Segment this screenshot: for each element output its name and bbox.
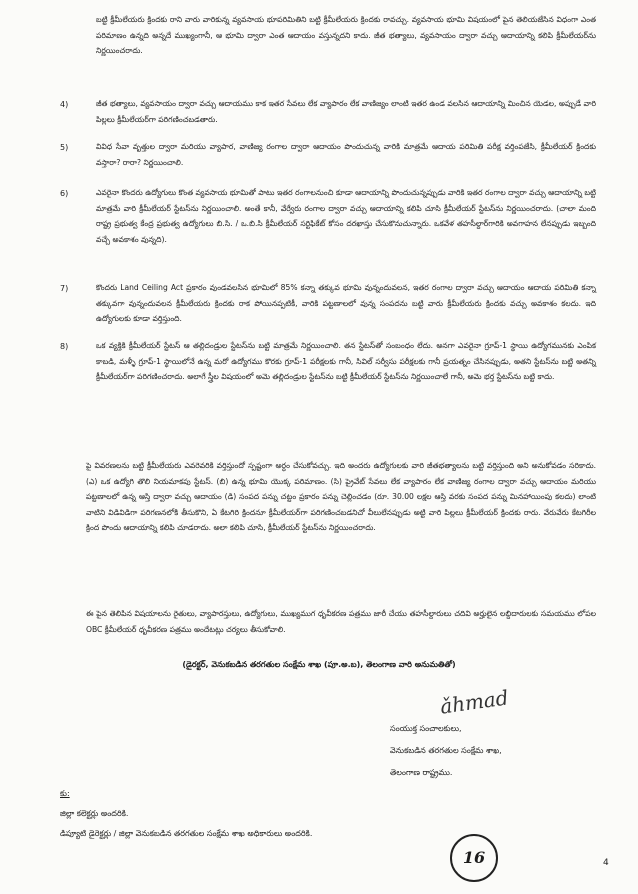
page-circle-stamp: 16 (450, 834, 498, 882)
item-number-4: 4) (60, 100, 69, 109)
signature-mark: ǎhmad (438, 685, 510, 719)
state-line: తెలంగాణ రాష్ట్రము. (390, 768, 453, 777)
authority-line: (డైరక్టర్, వెనుకబడిన తరగతుల సంక్షేమ శాఖ (పూ.అ.బ), తెలంగాణ వారి అనుమతితో) (182, 660, 456, 669)
item-number-6: 6) (60, 189, 69, 198)
copy-to-label: కు: (60, 789, 70, 798)
item-number-5: 5) (60, 143, 69, 152)
item-number-8: 8) (60, 342, 69, 351)
summary-paragraph: పై వివరణలను బట్టి క్రీమీలేయరు ఎవరెవరికి వర్తిస్తుందో స్పష్టంగా అర్ధం చేసుకోవచ్చు. ఇది అందరు ఉద్యోగులకు వారి జీతభత్యాలను బట్టి వర్తిస్తుంది అని అనుకోవడం సరికాదు. (ఎ) ఒక ఉద్యోగి తొలి నియమాకపు స్టేటస్. (బి) ఉన్న భూమి యొక్క పరిమాణం. (సి) ప్రైవేట్ సేవలు లేక వ్యాపారం లేక వాణిజ్య రంగాల ద్వారా వచ్చు ఆదాయం మరియు పట్టణాలలో ఉన్న ఆస్తి ద్వారా వచ్చు ఆదాయం (డి) సంపద పన్ను చట్టం ప్రకారం పన్ను చెల్లించడం (రూ. 30.00 లక్షల ఆస్తి వరకు సంపద పన్ను మినహాయింపు కలదు) లాంటి వాటిని విడివిడిగా పరిగణనలోకి తీసుకొని, ఏ కేటగిరి క్రిందనూ క్రీమీలేయర్‌గా పరిగణించబడనిచో వీలులేనప్పుడు అట్టి వారి పిల్లలు క్రీమీలేయర్ క్రిందకు రారు. వేరువేరు కేటగిరీల క్రింద పొందు ఆదాయాన్ని కలిపి చూడరాదు. అలా కలిపి చూసి, క్రీమీలేయర్ స్టేటస్‌ను నిర్ణయించరాదు. (86, 461, 596, 533)
paragraph-4: జీత భత్యాలు, వ్యవసాయం ద్వారా వచ్చు ఆదాయము కాక ఇతర సేవలు లేక వ్యాపారం లేక వాణిజ్యం లాంటి ఇతర ఉండ వలసిన ఆదాయాన్ని మించిన యెడల, అప్పుడే వారి పిల్లలు క్రీమీలేయర్‌గా పరిగణించబడతారు. (96, 99, 596, 124)
designation-line: సంయుక్త సంచాలకులు, (390, 724, 462, 733)
paragraph-8: ఒక వ్యక్తికి క్రీమీలేయర్ స్టేటస్ ఆ తల్లిదండ్రుల స్టేటస్‌ను బట్టి మాత్రమే నిర్ణయించాలి. తన స్టేటస్‌తో సంబంధం లేదు. అనగా ఎవరైనా గ్రూప్-1 స్థాయి ఉద్యోగమునకు ఎంపిక కాబడి, మళ్ళీ గ్రూప్-1 స్థాయిలోనే ఉన్న మరో ఉద్యోగము కొరకు గ్రూప్-1 పరీక్షలకు గానీ, సివిల్ సర్వీసు పరీక్షలకు గానీ ప్రయత్నం చేసినప్పుడు, అతని స్టేటస్‌ను బట్టి అతన్ని క్రీమీలేయర్‌గా పరిగణించరాదు. అలాగే స్త్రీల విషయంలో అమె తల్లిదండ్రుల స్టేటస్‌ను బట్టి క్రీమీలేయర్ స్టేటస్‌ను నిర్ణయించాలే గానీ, అమె భర్త స్టేటస్‌ను బట్టి కాదు. (96, 341, 596, 382)
intro-paragraph: బట్టి క్రీమీలేయరు క్రిందకు రాని వారు వారికున్న వ్యవసాయ భూపరిమితిని బట్టి క్రీమీలేయరు క్రిందకు రావచ్చు. వ్యవసాయ భూమి విషయంలో పైన తెలియజేసిన విధంగా ఎంత పరిమాణం ఉన్నది అన్నదే ముఖ్యంగానీ, ఆ భూమి ద్వారా ఎంత ఆదాయం వస్తున్నదని కాదు. జీత భత్యాలు, వ్యవసాయం ద్వారా వచ్చు ఆదాయాన్ని కలిపి క్రీమీలేయర్‌ను నిర్ణయించరాదు. (96, 15, 596, 56)
paragraph-5: వివిధ సేవా వృత్తుల ద్వారా మరియు వ్యాపార, వాణిజ్య రంగాల ద్వారా ఆదాయం పొందుచున్న వారికి మాత్రమే ఆదాయ పరిమితి పరీక్ష వర్తింపజేసి, క్రీమీలేయర్ క్రిందకు వస్తారా? రారా? నిర్ణయించాలి. (96, 142, 596, 167)
paragraph-7: కొందరు Land Ceiling Act ప్రకారం వుండవలసిన భూమిలో 85% కన్నా తక్కువ భూమి వున్నందువలన, ఇతర రంగాల ద్వారా వచ్చు ఆదాయం ఆదాయ పరిమితి కన్నా తక్కువగా వున్నందువలన క్రీమీలేయరు క్రిందకు రాక పోయినప్పటికీ, వారికి పట్టణాలలో వున్న సంపదను బట్టి వారు క్రీమీలేయరు క్రిందకు వచ్చు అవకాశం కలదు. ఇది ఉద్యోగులకు కూడా వర్తిస్తుంది. (96, 283, 596, 324)
paragraph-6: ఎవరైనా కొందరు ఉద్యోగులు కొంత వ్యవసాయ భూమితో పాటు ఇతర రంగాలనుంచి కూడా ఆదాయాన్ని పొందుచున్నప్పుడు వారికి ఇతర రంగాల ద్వారా వచ్చు ఆదాయాన్ని బట్టి మాత్రమే వారి క్రీమీలేయర్ స్టేటస్‌ను నిర్ణయించాలి. అంతే కానీ, వేర్వేరు రంగాల ద్వారా వచ్చు ఆదాయాన్ని కలిపి చూసి క్రీమీలేయర్ స్టేటస్‌ను నిర్ణయించరాదు. (చాలా మంది రాష్ట్ర ప్రభుత్వ కేంద్ర ప్రభుత్వ ఉద్యోగులు బి.సి. / ఒ.బి.సి క్రీమీలేయర్ సర్టిఫికేట్ కోసం దరఖాస్తు చేసుకొనుచున్నారు. ఒకవేళ తహసీల్దార్‌గారికి అవగాహన లేనప్పుడు ఇబ్బంది వచ్చే అవకాశం వున్నది). (96, 188, 596, 244)
closing-paragraph: ఈ పైన తెలిపిన విషయాలను రైతులు, వ్యాపారస్తులు, ఉద్యోగులు, ముఖ్యముగ ధృవీకరణ పత్రము జారీ చేయు తహసీల్దారులు చదివి అర్హులైన లబ్దిదారులకు సమయము లోపల OBC క్రీమీలేయర్ ధృవీకరణ పత్రము అందేటట్లు చర్యలు తీసుకోవాలి. (86, 609, 596, 634)
department-line: వెనుకబడిన తరగతుల సంక్షేమ శాఖ, (390, 746, 502, 755)
copy-to-collectors: జిల్లా కలెక్టర్లు అందరికి. (60, 809, 129, 818)
item-number-7: 7) (60, 284, 69, 293)
copy-to-officers: డిప్యూటి డైరెక్టర్లు / జిల్లా వెనుకబడిన తరగతుల సంక్షేమ శాఖ అధికారులు అందరికి. (60, 829, 313, 838)
page-number: 4 (603, 858, 609, 868)
